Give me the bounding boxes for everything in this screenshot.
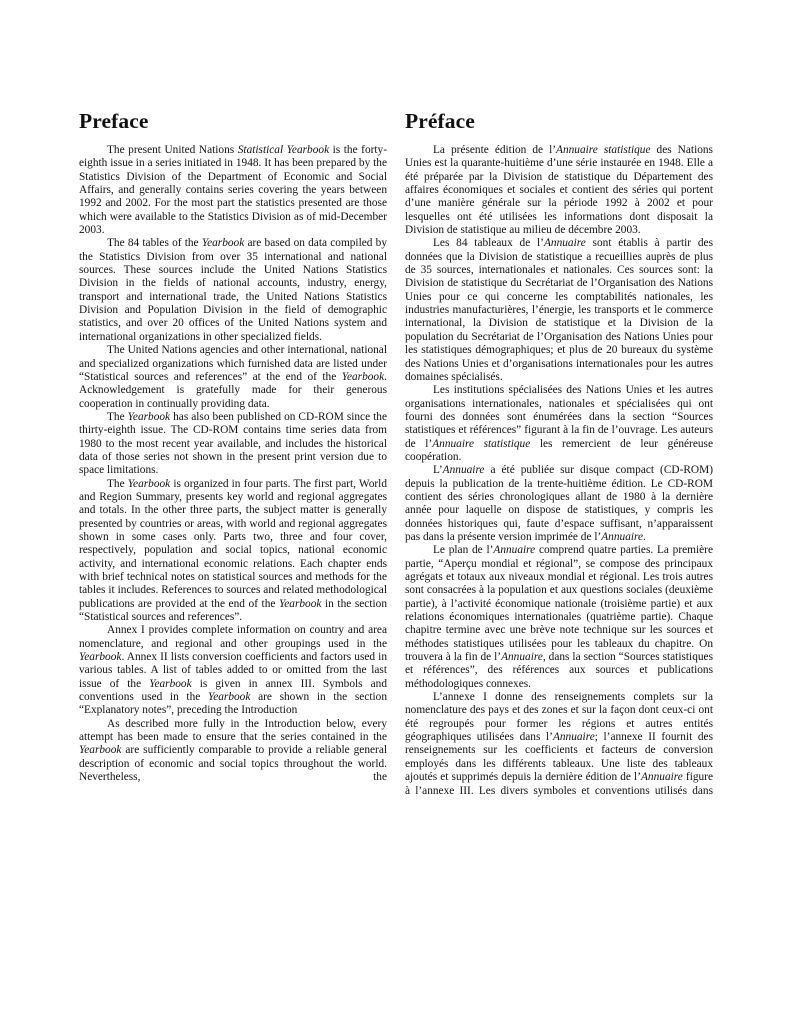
italic-title: Annuaire bbox=[552, 731, 595, 744]
italic-title: Yearbook bbox=[341, 370, 385, 383]
page-title-english: Preface bbox=[79, 109, 149, 133]
preface-french-body bbox=[405, 144, 713, 798]
italic-title: Annuaire statistique bbox=[432, 437, 531, 450]
italic-title: Annuaire bbox=[601, 530, 644, 543]
italic-title: Yearbook bbox=[79, 744, 122, 757]
italic-title: Yearbook bbox=[149, 677, 192, 690]
paragraph: The present United Nations Statistical Yearbook is the forty-eighth issue in a series initiated in 1948. It has been prepared by the Statistics Division of the Department of Economic and Social Affairs, and generally contains series covering the years between 1992 and 2002. For the most part the statistics presented are those which were available to the Statistics Division as of mid-December 2003. bbox=[79, 144, 387, 237]
paragraph: L’annexe I donne des renseignements complets sur la nomenclature des pays et des zones et sur la façon dont ceux-ci ont été regroupés pour former les régions et autres entités géographiques utilisées dans l’Annuaire; l’annexe II fournit des renseignements sur les coefficients et facteurs de conversion employés dans les différents tableaux. Une liste des tableaux ajoutés et supprimés depuis la dernière édition de l’Annuaire figure à l’annexe III. Les divers symboles et conventions utilisés dans bbox=[405, 691, 713, 797]
paragraph: Annex I provides complete information on country and area nomenclature, and regional and other groupings used in the Yearbook. Annex II lists conversion coefficients and factors used in various tables. A list of tables added to or omitted from the last issue of the Yearbook is given in annex III. Symbols and conventions used in the Yearbook are shown in the section “Explanatory notes”, preceding the Introduction bbox=[79, 624, 388, 717]
italic-title: Yearbook bbox=[127, 410, 171, 423]
paragraph: The 84 tables of the Yearbook are based on data compiled by the Statistics Division from over 35 international and national sources. These sources include the United Nations Statistics Division in the fields of national accounts, industry, energy, transport and international trade, the United Nations Statistics Division and Population Division in the field of demographic statistics, and over 20 offices of the United Nations system and international organizations in other specialized fields. bbox=[79, 237, 387, 343]
italic-title: Annuaire bbox=[641, 771, 683, 784]
italic-title: Yearbook bbox=[79, 651, 122, 664]
paragraph: Les 84 tableaux de l’Annuaire sont établis à partir des données que la Division de statistique a recueillies auprès de plus de 35 sources, internationales et nationales. Ces sources sont: la Division de statistique du Secrétariat de l’Organisation des Nations Unies pour ce qui concerne les comptabilités nationales, les industries manufacturières, l’énergie, les transports et le commerce international, la Division de statistique et la Division de la population du Secrétariat de l’Organisation des Nations Unies pour les statistiques démographiques; et plus de 20 bureaux du système des Nations Unies et d’organisations internationales pour les autres domaines spécialisés. bbox=[405, 237, 713, 383]
page-title-french: Préface bbox=[405, 109, 475, 133]
preface-english-body bbox=[79, 144, 387, 785]
italic-title: Annuaire bbox=[501, 651, 543, 664]
italic-title: Annuaire bbox=[493, 544, 536, 557]
italic-title: Statistical Yearbook bbox=[237, 144, 330, 156]
paragraph: Les institutions spécialisées des Nations Unies et les autres organisations internationales, nationales et spécialisées qui ont fourni des données sont énumérées dans la section “Sources statistiques et références” figurant à la fin de l’ouvrage. Les auteurs de l’Annuaire statistique les remercient de leur généreuse coopération. bbox=[405, 384, 713, 463]
preface-english-column bbox=[79, 108, 387, 785]
italic-title: Yearbook bbox=[201, 237, 245, 250]
italic-title: Yearbook bbox=[127, 477, 171, 490]
italic-title: Annuaire statistique bbox=[556, 144, 651, 156]
paragraph: The Yearbook is organized in four parts. The first part, World and Region Summary, presents key world and regional aggregates and totals. In the other three parts, the subject matter is generally presented by countries or areas, with world and regional aggregates shown in some cases only. Parts two, three and four cover, respectively, population and social topics, national economic activity, and international economic relations. Each chapter ends with brief technical notes on statistical sources and methods for the tables it includes. References to sources and related methodological publications are provided at the end of the Yearbook in the section “Statistical sources and references”. bbox=[79, 477, 387, 624]
italic-title: Yearbook bbox=[207, 691, 251, 704]
paragraph: The Yearbook has also been published on CD-ROM since the thirty-eighth issue. The CD-ROM contains time series data from 1980 to the most recent year available, and includes the historical data of those series not shown in the present print version due to space limitations. bbox=[79, 410, 387, 477]
paragraph: La présente édition de l’Annuaire statistique des Nations Unies est la quarante-huitième d’une série instaurée en 1948. Elle a été préparée par la Division de statistique du Département des affaires économiques et sociales et contient des séries qui portent d’une manière générale sur la période 1992 à 2002 et pour lesquelles ont été utilisées les informations dont disposait la Division de statistique au milieu de décembre 2003. bbox=[405, 144, 713, 237]
italic-title: Annuaire bbox=[543, 237, 586, 250]
paragraph: As described more fully in the Introduction below, every attempt has been made to ensure that the series contained in the Yearbook are sufficiently comparable to provide a reliable general description of economic and social topics throughout the world. Nevertheless, the bbox=[79, 717, 387, 784]
preface-french-column bbox=[405, 108, 713, 798]
paragraph: Le plan de l’Annuaire comprend quatre parties. La première partie, “Aperçu mondial et régional”, se compose des principaux agrégats et totaux aux niveaux mondial et régional. Les trois autres sont consacrées à la population et aux questions sociales (deuxième partie), à l’activité économique nationale (troisième partie) et aux relations économiques internationales (quatrième partie). Chaque chapitre termine avec une brève note technique sur les sources et méthodes statistiques utilisées pour les tableaux du chapitre. On trouvera à la fin de l’Annuaire, dans la section “Sources statistiques et références”, des références aux sources et publications méthodologiques connexes. bbox=[405, 544, 713, 690]
paragraph: The United Nations agencies and other international, national and specialized organizations which furnished data are listed under “Statistical sources and references” at the end of the Yearbook. Acknowledgement is gratefully made for their generous cooperation in continually providing data. bbox=[79, 344, 387, 410]
paragraph: L’Annuaire a été publiée sur disque compact (CD-ROM) depuis la publication de la trente-huitième édition. Le CD-ROM contient des séries chronologiques allant de 1980 à la dernière année pour laquelle on dispose de statistiques, y compris les données historiques qui, faute d’espace suffisant, n’apparaissent pas dans la présente version imprimée de l’Annuaire. bbox=[405, 464, 713, 543]
italic-title: Annuaire bbox=[442, 464, 485, 477]
italic-title: Yearbook bbox=[278, 597, 322, 610]
